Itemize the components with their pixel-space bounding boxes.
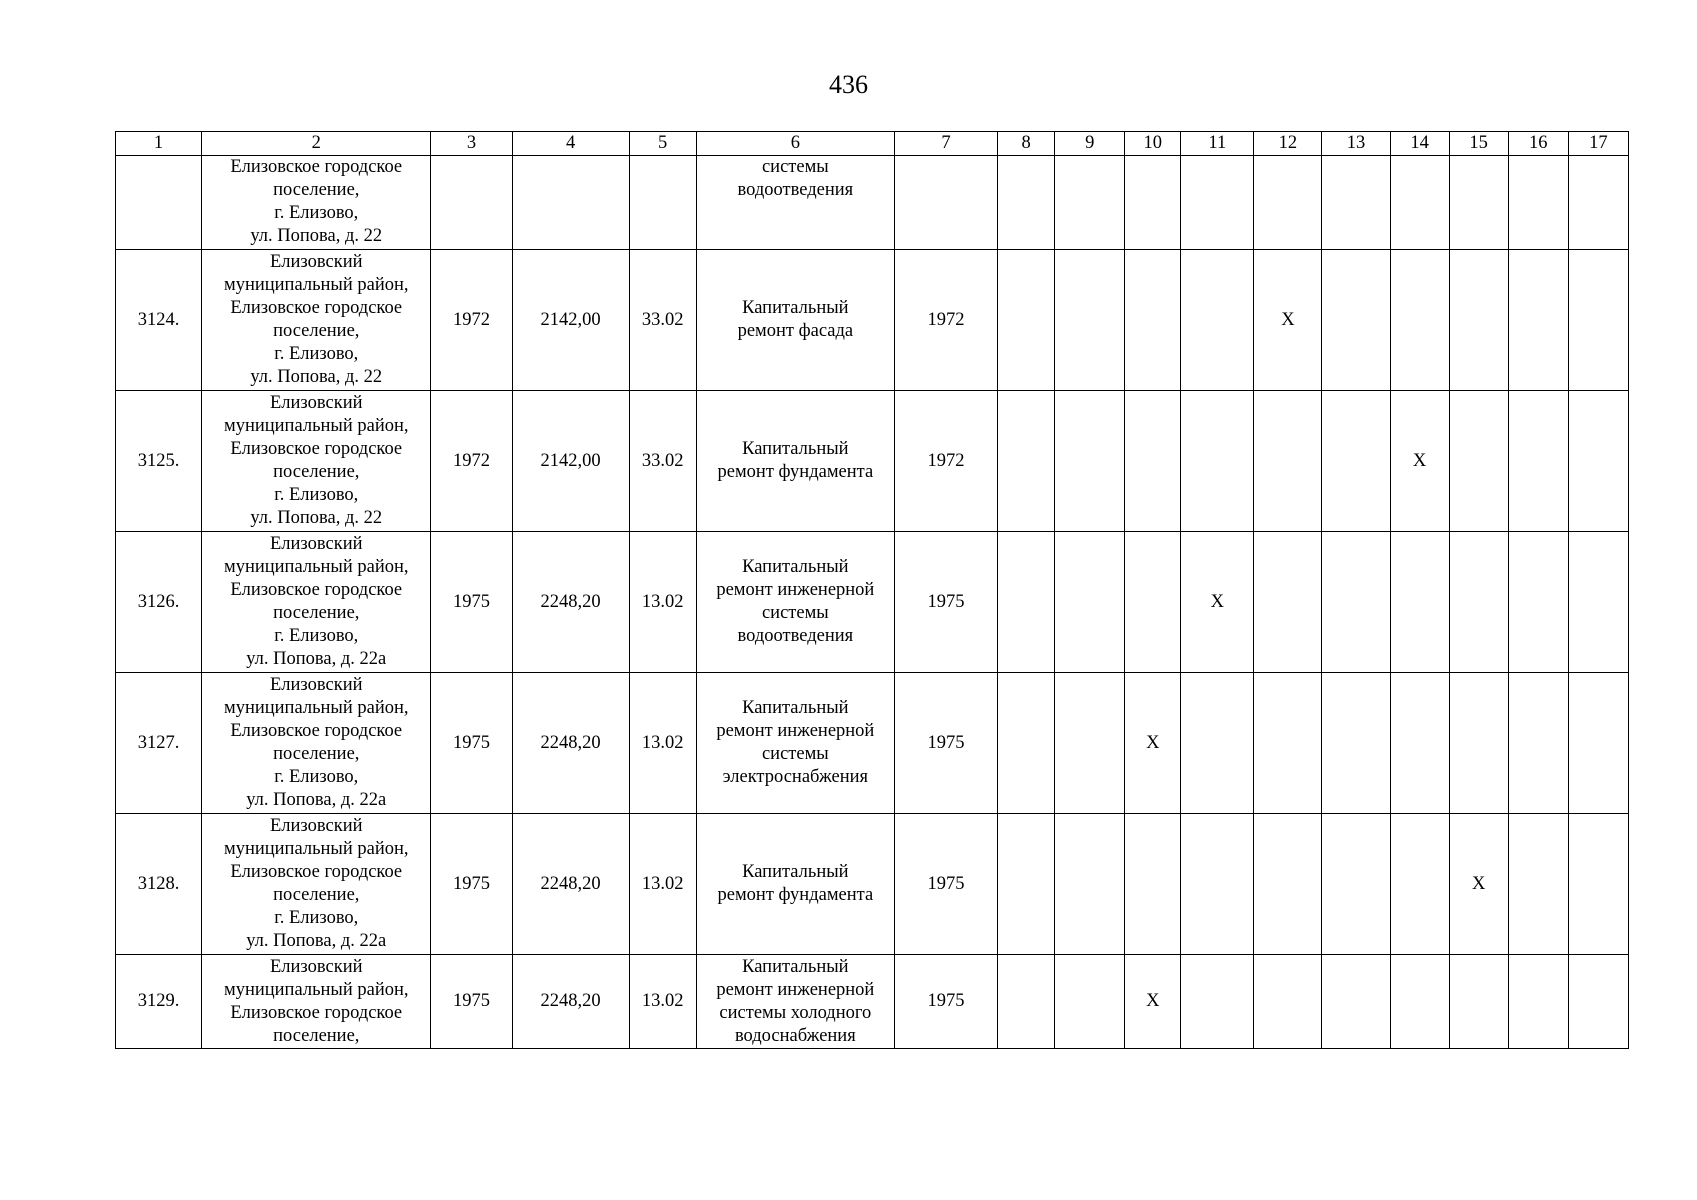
address-cell-line: поселение, (273, 744, 360, 764)
mark-cell (998, 814, 1055, 955)
address-cell (202, 673, 431, 814)
table-row (116, 250, 1629, 391)
work-type-cell (696, 250, 894, 391)
address-cell (202, 391, 431, 532)
mark-cell (1322, 156, 1390, 250)
mark-cell (1055, 156, 1125, 250)
mark-cell (1568, 391, 1628, 532)
header-row (116, 132, 1629, 156)
column-header: 6 (696, 132, 894, 156)
address-cell-line: г. Елизово, (274, 626, 359, 646)
address-cell-line: поселение, (273, 603, 360, 623)
address-cell-line: Елизовское городское (230, 298, 403, 318)
work-type-cell-line: ремонт инженерной (716, 580, 875, 600)
address-cell-line: поселение, (273, 180, 360, 200)
area-cell: 2248,20 (512, 532, 629, 673)
mark-cell (1449, 673, 1508, 814)
work-type-cell (696, 673, 894, 814)
mark-cell (1508, 955, 1568, 1049)
work-type-cell-line: ремонт фундамента (717, 462, 874, 482)
address-cell-line: Елизовский (270, 534, 363, 554)
address-cell-line: муниципальный район, (224, 275, 409, 295)
construction-year-cell: 1975 (431, 955, 512, 1049)
mark-cell (1125, 156, 1181, 250)
mark-cell (998, 532, 1055, 673)
mark-cell (1254, 673, 1322, 814)
mark-cell (1125, 250, 1181, 391)
mark-cell: X (1125, 955, 1181, 1049)
mark-cell (1322, 532, 1390, 673)
code-cell: 13.02 (629, 532, 696, 673)
mark-cell (1508, 391, 1568, 532)
address-cell-line: поселение, (273, 885, 360, 905)
mark-cell (1508, 156, 1568, 250)
mark-cell: X (1181, 532, 1254, 673)
work-type-cell-line: водоснабжения (734, 1025, 856, 1046)
mark-cell (1568, 673, 1628, 814)
column-header: 16 (1508, 132, 1568, 156)
address-cell (202, 814, 431, 955)
mark-cell (1568, 156, 1628, 250)
work-type-cell (696, 156, 894, 250)
column-header: 17 (1568, 132, 1628, 156)
mark-cell: X (1390, 391, 1449, 532)
area-cell (512, 156, 629, 250)
column-header: 11 (1181, 132, 1254, 156)
column-header: 12 (1254, 132, 1322, 156)
mark-cell (1181, 955, 1254, 1049)
work-type-cell-line: Капитальный (742, 698, 849, 718)
work-type-cell-line: Капитальный (742, 557, 849, 577)
area-cell: 2142,00 (512, 250, 629, 391)
row-number-cell: 3124. (116, 250, 202, 391)
address-cell-line: г. Елизово, (274, 485, 359, 505)
column-header: 2 (202, 132, 431, 156)
address-cell-line: муниципальный район, (224, 416, 409, 436)
work-type-cell-line: Капитальный (742, 862, 849, 882)
code-cell: 33.02 (629, 250, 696, 391)
mark-cell (1254, 391, 1322, 532)
register-table (115, 131, 1629, 1049)
table-row (116, 391, 1629, 532)
row-number-cell: 3126. (116, 532, 202, 673)
row-number-cell: 3129. (116, 955, 202, 1049)
address-cell-line: муниципальный район, (224, 839, 409, 859)
mark-cell (998, 391, 1055, 532)
address-cell-line: Елизовское городское (230, 721, 403, 741)
mark-cell (1322, 814, 1390, 955)
mark-cell (1568, 532, 1628, 673)
work-type-cell (696, 391, 894, 532)
address-cell-line: ул. Попова, д. 22а (246, 931, 387, 951)
mark-cell (1125, 391, 1181, 532)
construction-year-cell (431, 156, 512, 250)
work-type-cell-line: системы (761, 157, 829, 177)
row-number-cell: 3125. (116, 391, 202, 532)
table-row (116, 955, 1629, 1049)
address-cell-line: г. Елизово, (274, 908, 359, 928)
page-number: 436 (829, 70, 868, 99)
year-cell: 1975 (894, 673, 997, 814)
mark-cell (1568, 955, 1628, 1049)
address-cell-line: Елизовский (270, 816, 363, 836)
row-number-cell: 3127. (116, 673, 202, 814)
table-row (116, 156, 1629, 250)
column-header: 15 (1449, 132, 1508, 156)
address-cell-line: ул. Попова, д. 22а (246, 649, 387, 669)
mark-cell (1508, 250, 1568, 391)
mark-cell (1449, 532, 1508, 673)
address-cell-line: ул. Попова, д. 22 (250, 226, 383, 246)
mark-cell (1181, 673, 1254, 814)
work-type-cell-line: системы (761, 744, 829, 764)
mark-cell (1322, 673, 1390, 814)
mark-cell (998, 673, 1055, 814)
work-type-cell-line: системы (761, 603, 829, 623)
table-row (116, 814, 1629, 955)
column-header: 3 (431, 132, 512, 156)
mark-cell (1254, 955, 1322, 1049)
construction-year-cell: 1975 (431, 532, 512, 673)
row-number-cell (116, 156, 202, 250)
area-cell: 2248,20 (512, 814, 629, 955)
work-type-cell-line: ремонт фундамента (717, 885, 874, 905)
code-cell: 13.02 (629, 673, 696, 814)
work-type-cell-line: Капитальный (742, 439, 849, 459)
address-cell-line: Елизовский (270, 675, 363, 695)
area-cell: 2248,20 (512, 955, 629, 1049)
work-type-cell (696, 814, 894, 955)
mark-cell (1254, 814, 1322, 955)
work-type-cell-line: Капитальный (742, 298, 849, 318)
mark-cell (1322, 391, 1390, 532)
address-cell-line: муниципальный район, (224, 557, 409, 577)
table-row (116, 532, 1629, 673)
work-type-cell (696, 532, 894, 673)
area-cell: 2142,00 (512, 391, 629, 532)
code-cell (629, 156, 696, 250)
mark-cell: X (1254, 250, 1322, 391)
mark-cell (1181, 814, 1254, 955)
mark-cell (1322, 955, 1390, 1049)
column-header: 1 (116, 132, 202, 156)
work-type-cell-line: электроснабжения (722, 767, 869, 787)
construction-year-cell: 1972 (431, 250, 512, 391)
table-row (116, 673, 1629, 814)
year-cell: 1975 (894, 814, 997, 955)
mark-cell (1508, 532, 1568, 673)
year-cell: 1972 (894, 250, 997, 391)
mark-cell (1254, 156, 1322, 250)
address-cell (202, 955, 431, 1049)
mark-cell (1322, 250, 1390, 391)
year-cell (894, 156, 997, 250)
mark-cell (1125, 814, 1181, 955)
column-header: 13 (1322, 132, 1390, 156)
mark-cell (1390, 814, 1449, 955)
area-cell: 2248,20 (512, 673, 629, 814)
address-cell-line: Елизовский (270, 393, 363, 413)
year-cell: 1975 (894, 955, 997, 1049)
mark-cell (1254, 532, 1322, 673)
code-cell: 33.02 (629, 391, 696, 532)
address-cell-line: Елизовский (270, 252, 363, 272)
mark-cell (1181, 391, 1254, 532)
address-cell-line: поселение, (273, 462, 360, 482)
construction-year-cell: 1972 (431, 391, 512, 532)
address-cell (202, 156, 431, 250)
column-header: 8 (998, 132, 1055, 156)
address-cell-line: поселение, (273, 321, 360, 341)
mark-cell (1508, 814, 1568, 955)
address-cell-line: муниципальный район, (224, 698, 409, 718)
construction-year-cell: 1975 (431, 814, 512, 955)
mark-cell (1390, 250, 1449, 391)
mark-cell (1449, 391, 1508, 532)
mark-cell (1390, 673, 1449, 814)
column-header: 4 (512, 132, 629, 156)
address-cell-line: г. Елизово, (274, 344, 359, 364)
mark-cell (998, 250, 1055, 391)
address-cell-line: поселение, (273, 1025, 360, 1046)
mark-cell (1568, 250, 1628, 391)
mark-cell (1508, 673, 1568, 814)
column-header: 14 (1390, 132, 1449, 156)
work-type-cell-line: ремонт фасада (737, 321, 854, 341)
work-type-cell-line: Капитальный (742, 956, 849, 977)
mark-cell (998, 955, 1055, 1049)
mark-cell (1125, 532, 1181, 673)
mark-cell (1055, 955, 1125, 1049)
mark-cell (1449, 156, 1508, 250)
row-number-cell: 3128. (116, 814, 202, 955)
mark-cell (1055, 814, 1125, 955)
mark-cell (1390, 955, 1449, 1049)
mark-cell (1449, 955, 1508, 1049)
mark-cell (1449, 250, 1508, 391)
work-type-cell (696, 955, 894, 1049)
address-cell-line: Елизовское городское (230, 439, 403, 459)
address-cell-line: ул. Попова, д. 22 (250, 367, 383, 387)
code-cell: 13.02 (629, 955, 696, 1049)
mark-cell (1390, 532, 1449, 673)
mark-cell (1181, 156, 1254, 250)
address-cell-line: Елизовское городское (230, 862, 403, 882)
address-cell-line: ул. Попова, д. 22 (250, 508, 383, 528)
work-type-cell-line: ремонт инженерной (716, 721, 875, 741)
column-header: 7 (894, 132, 997, 156)
column-header: 9 (1055, 132, 1125, 156)
mark-cell (1181, 250, 1254, 391)
table-body (116, 156, 1629, 1049)
address-cell-line: Елизовское городское (230, 157, 403, 177)
mark-cell (998, 156, 1055, 250)
mark-cell (1055, 673, 1125, 814)
address-cell (202, 532, 431, 673)
work-type-cell-line: системы холодного (719, 1002, 872, 1023)
construction-year-cell: 1975 (431, 673, 512, 814)
year-cell: 1972 (894, 391, 997, 532)
mark-cell: X (1125, 673, 1181, 814)
work-type-cell-line: водоотведения (737, 180, 854, 200)
address-cell-line: г. Елизово, (274, 767, 359, 787)
address-cell-line: г. Елизово, (274, 203, 359, 223)
year-cell: 1975 (894, 532, 997, 673)
mark-cell (1568, 814, 1628, 955)
work-type-cell-line: водоотведения (737, 626, 854, 646)
column-header: 5 (629, 132, 696, 156)
address-cell-line: муниципальный район, (224, 979, 409, 1000)
address-cell-line: Елизовское городское (230, 1002, 403, 1023)
mark-cell (1055, 391, 1125, 532)
address-cell-line: ул. Попова, д. 22а (246, 790, 387, 810)
mark-cell (1055, 532, 1125, 673)
address-cell-line: Елизовское городское (230, 580, 403, 600)
address-cell (202, 250, 431, 391)
address-cell-line: Елизовский (270, 956, 363, 977)
code-cell: 13.02 (629, 814, 696, 955)
column-header: 10 (1125, 132, 1181, 156)
mark-cell: X (1449, 814, 1508, 955)
mark-cell (1390, 156, 1449, 250)
mark-cell (1055, 250, 1125, 391)
work-type-cell-line: ремонт инженерной (716, 979, 875, 1000)
